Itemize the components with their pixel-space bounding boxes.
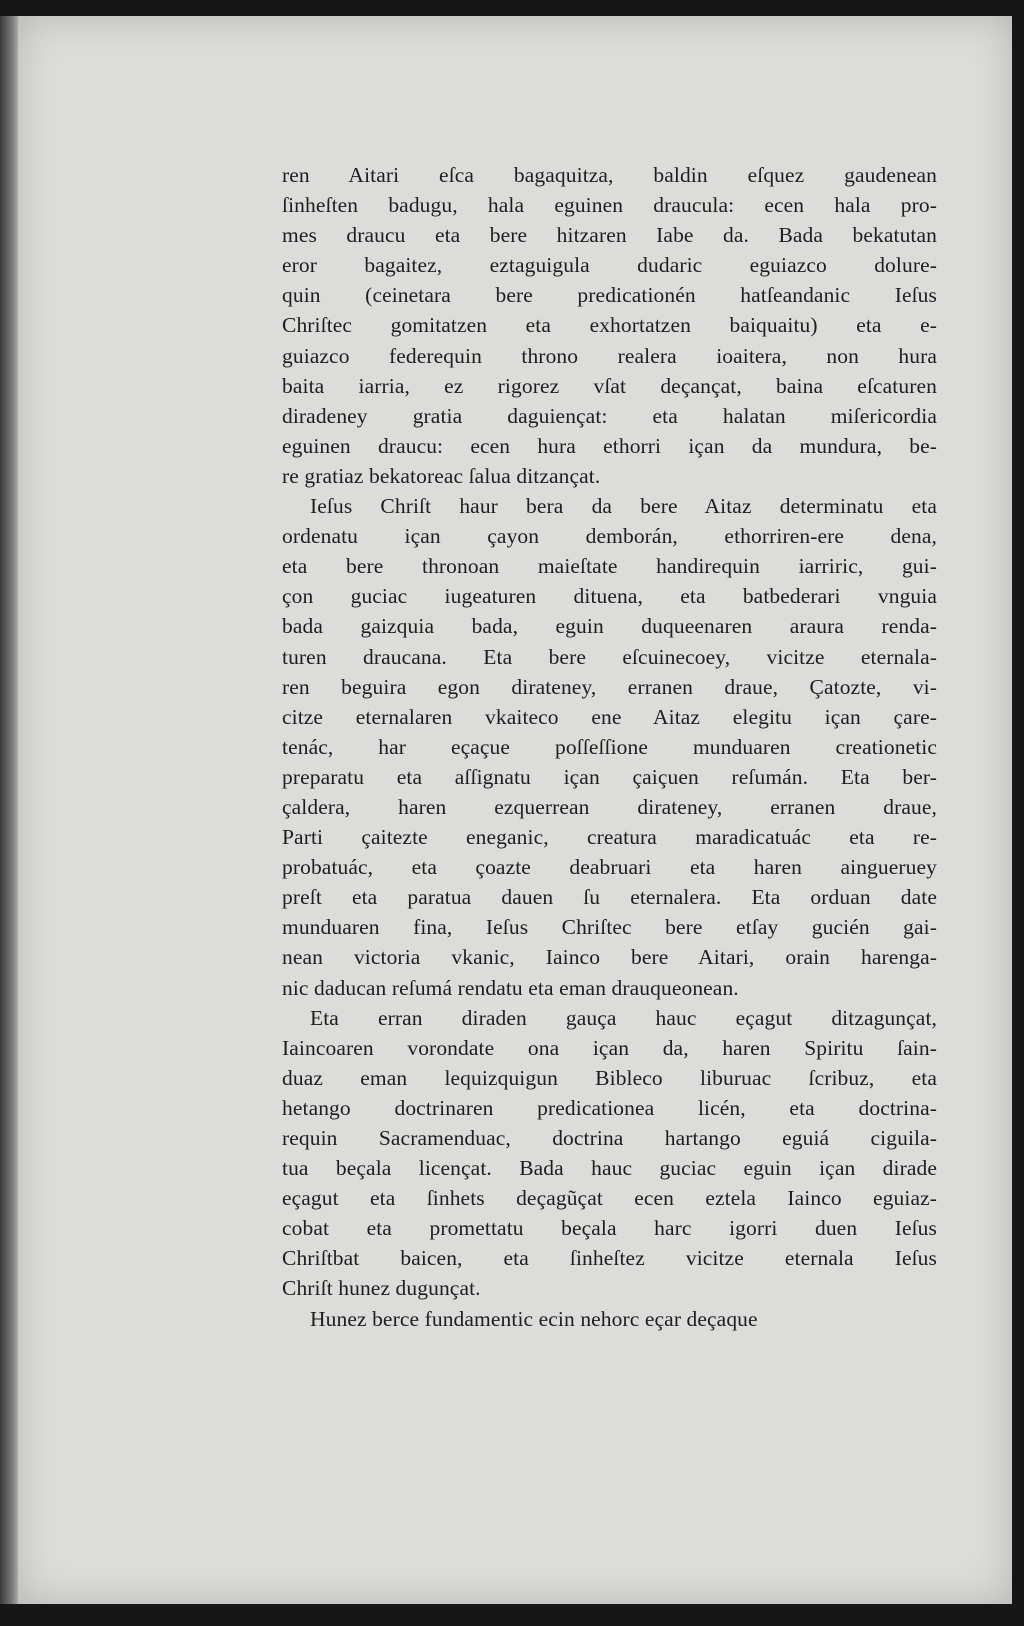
text-line: preparatu eta aſſignatu içan çaiçuen reſumán. Eta ber- — [282, 764, 937, 789]
text-line: çaldera, haren ezquerrean dirateney, erranen draue, — [282, 794, 937, 819]
text-line: Eta erran diraden gauça hauc eçagut ditzagunçat, — [310, 1005, 937, 1030]
text-line: duaz eman lequizquigun Bibleco liburuac ſcribuz, eta — [282, 1065, 937, 1090]
text-line: hetango doctrinaren predicationea licén, eta doctrina- — [282, 1095, 937, 1120]
text-line: cobat eta promettatu beçala harc igorri duen Ieſus — [282, 1216, 937, 1241]
text-line: citze eternalaren vkaiteco ene Aitaz elegitu içan çare- — [282, 704, 937, 729]
text-line: eguinen draucu: ecen hura ethorri içan da mundura, be- — [282, 433, 937, 458]
text-line: nic daducan reſumá rendatu eta eman drauqueonean. — [282, 975, 739, 1000]
text-line: Iaincoaren vorondate ona içan da, haren Spiritu ſain- — [282, 1035, 937, 1060]
text-line: quin (ceinetara bere predicationén hatſeandanic Ieſus — [282, 283, 937, 308]
text-line: çon guciac iugeaturen dituena, eta batbederari vnguia — [282, 584, 937, 609]
text-line: Ieſus Chriſt haur bera da bere Aitaz determinatu eta — [310, 494, 937, 519]
text-line: requin Sacramenduac, doctrina hartango eguiá ciguila- — [282, 1126, 937, 1150]
paragraph — [282, 160, 937, 491]
text-line: ren beguira egon dirateney, erranen draue, Çatozte, vi- — [282, 674, 937, 699]
text-line: Parti çaitezte eneganic, creatura maradicatuác eta re- — [282, 825, 937, 850]
text-line: tenác, har eçaçue poſſeſſione munduaren creationetic — [282, 734, 937, 759]
paragraph — [282, 1003, 937, 1304]
text-line: mes draucu eta bere hitzaren Iabe da. Bada bekatutan — [282, 223, 937, 248]
text-line: eta bere thronoan maieſtate handirequin iarriric, gui- — [282, 554, 937, 579]
text-line: ordenatu içan çayon demborán, ethorriren-ere dena, — [282, 524, 937, 549]
paragraph — [282, 491, 937, 1003]
text-line: eçagut eta ſinhets deçagũçat ecen eztela Iainco eguiaz- — [282, 1186, 937, 1211]
text-line: Chriſtbat baicen, eta ſinheſtez vicitze eternala Ieſus — [282, 1246, 937, 1271]
text-line: guiazco federequin throno realera ioaitera, non hura — [282, 343, 937, 368]
text-line: preſt eta paratua dauen ſu eternalera. Eta orduan date — [282, 885, 937, 910]
text-line: Hunez berce fundamentic ecin nehorc eçar deçaque — [310, 1306, 758, 1331]
text-line: turen draucana. Eta bere eſcuinecoey, vicitze eternala- — [282, 644, 937, 669]
text-line: tua beçala licençat. Bada hauc guciac eguin içan dirade — [282, 1156, 937, 1181]
paragraph — [282, 1304, 937, 1334]
text-line: eror bagaitez, eztaguigula dudaric eguiazco dolure- — [282, 253, 937, 278]
text-line: probatuác, eta çoazte deabruari eta haren aingueruey — [282, 855, 937, 880]
page-body-text — [282, 160, 937, 1334]
text-line: re gratiaz bekatoreac ſalua ditzançat. — [282, 463, 601, 488]
text-line: ſinheſten badugu, hala eguinen draucula: ecen hala pro- — [282, 193, 937, 218]
text-line: Chriſt hunez dugunçat. — [282, 1276, 481, 1301]
text-line: diradeney gratia daguiençat: eta halatan miſericordia — [282, 403, 937, 428]
text-line: bada gaizquia bada, eguin duqueenaren araura renda- — [282, 614, 937, 639]
text-line: ren Aitari eſca bagaquitza, baldin eſquez gaudenean — [282, 163, 937, 187]
text-line: nean victoria vkanic, Iainco bere Aitari, orain harenga- — [282, 945, 937, 970]
book-gutter — [0, 16, 20, 1604]
text-line: baita iarria, ez rigorez vſat deçançat, baina eſcaturen — [282, 373, 937, 398]
text-line: munduaren fina, Ieſus Chriſtec bere etſay gucién gai- — [282, 915, 937, 940]
text-line: Chriſtec gomitatzen eta exhortatzen baiquaitu) eta e- — [282, 313, 937, 338]
